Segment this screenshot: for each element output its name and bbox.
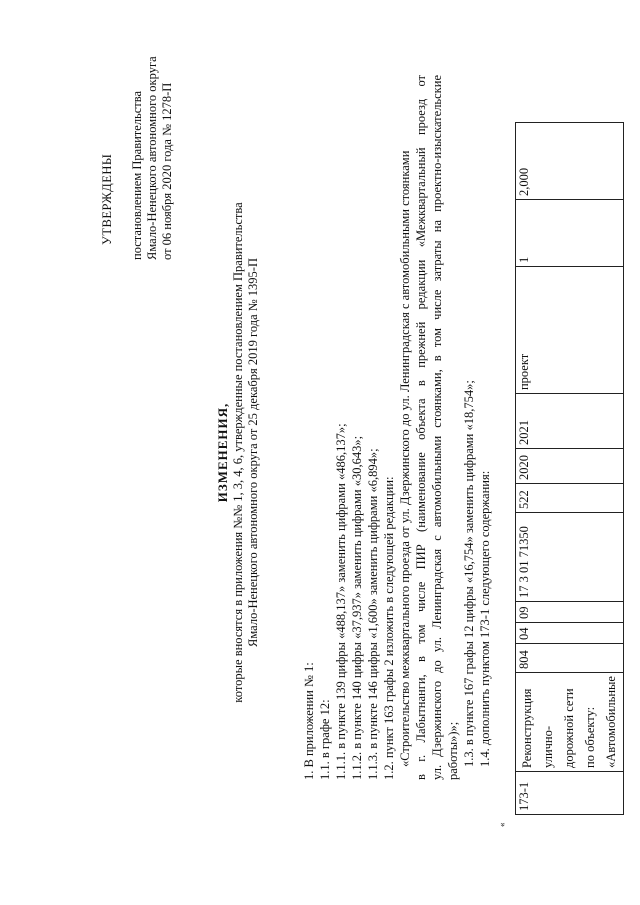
paragraph: 1.1.3. в пункте 146 цифры «1,600» заменить цифрами «6,894»; xyxy=(366,448,380,780)
table-cell-description: Реконструкция улично-дорожной сети по объекту: «Автомобильные xyxy=(516,673,624,772)
table-cell: 04 xyxy=(516,623,624,644)
approved-heading: УТВЕРЖДЕНЫ xyxy=(100,153,114,245)
table-row xyxy=(516,123,624,815)
table-cell: 522 xyxy=(516,484,624,513)
table-cell-number: 173-1 xyxy=(516,772,624,815)
paragraph: 1.1. в графе 12: xyxy=(318,699,332,780)
quote-line: ул. Дзержинского до ул. Ленинградская с автомобильными стоянками, в том числе затраты на проектно-изыскательские xyxy=(430,75,444,780)
paragraph: 1.1.1. в пункте 139 цифры «488,137» заменить цифрами «486,137»; xyxy=(334,423,348,780)
table-cell: проект xyxy=(516,267,624,394)
table-cell: 2020 xyxy=(516,449,624,484)
document-title: ИЗМЕНЕНИЯ, xyxy=(215,402,230,503)
paragraph: 1.1.2. в пункте 140 цифры «37,937» заменить цифрами «30,643»; xyxy=(350,435,364,780)
approved-line: Ямало-Ненецкого автономного округа xyxy=(145,56,159,260)
table-cell: 17 3 01 71350 xyxy=(516,513,624,602)
quote-line: работы»)»; xyxy=(446,721,460,780)
quote-open-mark: « xyxy=(497,822,507,827)
paragraph: 1.4. дополнить пунктом 173-1 следующего содержания: xyxy=(478,470,492,767)
items-table xyxy=(515,122,624,815)
quote-line: в г. Лабытнанги, в том числе ПИР (наименование объекта в прежней редакции «Межквартальный проезд от xyxy=(414,75,428,780)
table-cell: 2021 xyxy=(516,394,624,449)
paragraph: 1. В приложении № 1: xyxy=(302,662,316,780)
document-subtitle: которые вносятся в приложения №№ 1, 3, 4, 6, утвержденные постановлением Правительства xyxy=(231,202,245,703)
paragraph: 1.3. в пункте 167 графы 12 цифры «16,754» заменить цифрами «18,754»; xyxy=(462,380,476,767)
table-cell: 804 xyxy=(516,644,624,673)
table-cell: 1 xyxy=(516,200,624,267)
quote-line: «Строительство межквартального проезда от ул. Дзержинского до ул. Ленинградская с автомобильными стоянками xyxy=(398,150,412,767)
approved-line: постановлением Правительства xyxy=(130,90,144,260)
table-cell: 09 xyxy=(516,602,624,623)
table-cell: 2,000 xyxy=(516,123,624,200)
document-subtitle: Ямало-Ненецкого автономного округа от 25 декабря 2019 года № 1395-П xyxy=(246,258,260,647)
approved-line: от 06 ноября 2020 года № 1278-П xyxy=(160,82,174,260)
paragraph: 1.2. пункт 163 графы 2 изложить в следующей редакции: xyxy=(382,476,396,780)
